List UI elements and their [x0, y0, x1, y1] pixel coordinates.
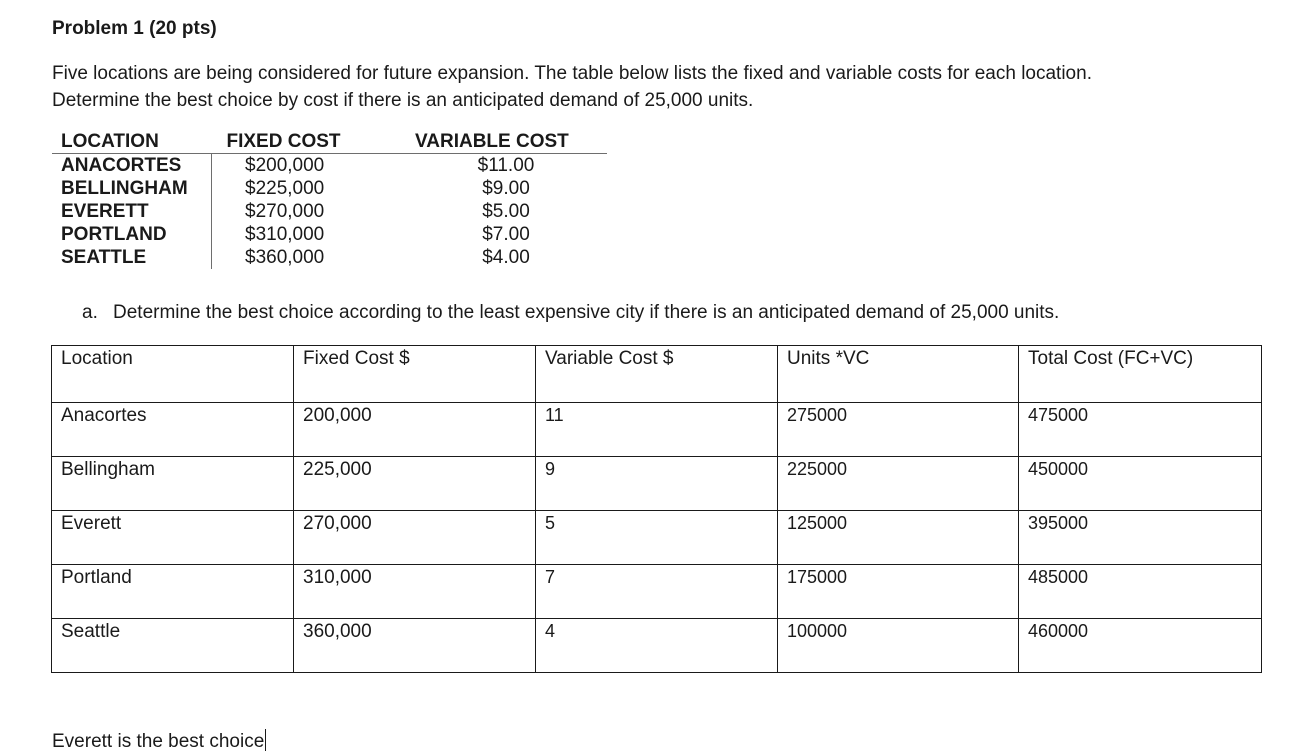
work-header-fixed-cost[interactable]: Fixed Cost $: [294, 346, 536, 403]
work-header-total-cost[interactable]: Total Cost (FC+VC): [1019, 346, 1262, 403]
intro-line-2: Determine the best choice by cost if there is an anticipated demand of 25,000 units.: [52, 90, 754, 111]
summary-fixed-cost: $310,000: [245, 224, 325, 245]
work-cell-variable-cost[interactable]: 4: [536, 619, 778, 673]
work-cell-units-vc[interactable]: 225000: [778, 457, 1019, 511]
work-cell-location[interactable]: Bellingham: [52, 457, 294, 511]
problem-intro: [52, 60, 1092, 114]
work-cell-units-vc[interactable]: 125000: [778, 511, 1019, 565]
work-cell-total-cost[interactable]: 460000: [1019, 619, 1262, 673]
summary-fixed-cost: $225,000: [245, 178, 325, 199]
summary-row: [52, 223, 607, 246]
summary-fixed-cost: $200,000: [245, 155, 325, 176]
summary-header-variable-cost: VARIABLE COST: [405, 131, 607, 154]
table-row: [52, 403, 1262, 457]
summary-variable-cost: $5.00: [482, 201, 530, 222]
work-cell-fixed-cost[interactable]: 200,000: [294, 403, 536, 457]
table-row: [52, 565, 1262, 619]
work-cell-fixed-cost[interactable]: 310,000: [294, 565, 536, 619]
summary-variable-cost: $4.00: [482, 247, 530, 268]
answer-line[interactable]: [52, 729, 266, 753]
work-cell-variable-cost[interactable]: 9: [536, 457, 778, 511]
text-cursor: [265, 729, 266, 751]
work-cell-fixed-cost[interactable]: 225,000: [294, 457, 536, 511]
table-row: [52, 511, 1262, 565]
problem-title: Problem 1 (20 pts): [52, 18, 217, 39]
work-cell-location[interactable]: Seattle: [52, 619, 294, 673]
answer-text[interactable]: Everett is the best choice: [52, 731, 265, 752]
work-header-row: [52, 346, 1262, 403]
work-table[interactable]: [51, 345, 1262, 673]
question-a-marker: a.: [82, 302, 98, 323]
summary-fixed-cost: $270,000: [245, 201, 325, 222]
work-header-variable-cost[interactable]: Variable Cost $: [536, 346, 778, 403]
summary-variable-cost: $7.00: [482, 224, 530, 245]
work-cell-total-cost[interactable]: 395000: [1019, 511, 1262, 565]
summary-location: PORTLAND: [52, 223, 212, 246]
summary-row: [52, 177, 607, 200]
summary-fixed-cost: $360,000: [245, 247, 325, 268]
summary-row: [52, 154, 607, 178]
work-cell-total-cost[interactable]: 485000: [1019, 565, 1262, 619]
work-cell-total-cost[interactable]: 450000: [1019, 457, 1262, 511]
cost-summary-table: [52, 131, 607, 269]
summary-row: [52, 246, 607, 269]
summary-row: [52, 200, 607, 223]
work-cell-fixed-cost[interactable]: 360,000: [294, 619, 536, 673]
intro-line-1: Five locations are being considered for future expansion. The table below lists the fixed and variable costs for each location.: [52, 63, 1092, 84]
work-cell-units-vc[interactable]: 275000: [778, 403, 1019, 457]
summary-header-fixed-cost: FIXED COST: [212, 131, 406, 154]
work-cell-variable-cost[interactable]: 7: [536, 565, 778, 619]
work-header-location[interactable]: Location: [52, 346, 294, 403]
work-cell-location[interactable]: Anacortes: [52, 403, 294, 457]
table-row: [52, 619, 1262, 673]
work-cell-total-cost[interactable]: 475000: [1019, 403, 1262, 457]
table-row: [52, 457, 1262, 511]
summary-header-location: LOCATION: [52, 131, 212, 154]
work-cell-location[interactable]: Portland: [52, 565, 294, 619]
work-cell-location[interactable]: Everett: [52, 511, 294, 565]
summary-header-row: [52, 131, 607, 154]
work-cell-units-vc[interactable]: 100000: [778, 619, 1019, 673]
summary-location: SEATTLE: [52, 246, 212, 269]
work-header-units-vc[interactable]: Units *VC: [778, 346, 1019, 403]
question-a: [82, 302, 1059, 324]
summary-location: EVERETT: [52, 200, 212, 223]
work-cell-fixed-cost[interactable]: 270,000: [294, 511, 536, 565]
summary-location: ANACORTES: [52, 154, 212, 178]
work-cell-variable-cost[interactable]: 5: [536, 511, 778, 565]
summary-location: BELLINGHAM: [52, 177, 212, 200]
work-cell-units-vc[interactable]: 175000: [778, 565, 1019, 619]
summary-variable-cost: $11.00: [477, 155, 535, 176]
work-cell-variable-cost[interactable]: 11: [536, 403, 778, 457]
summary-variable-cost: $9.00: [482, 178, 530, 199]
question-a-text: Determine the best choice according to the least expensive city if there is an anticipated demand of 25,000 units.: [113, 302, 1060, 323]
